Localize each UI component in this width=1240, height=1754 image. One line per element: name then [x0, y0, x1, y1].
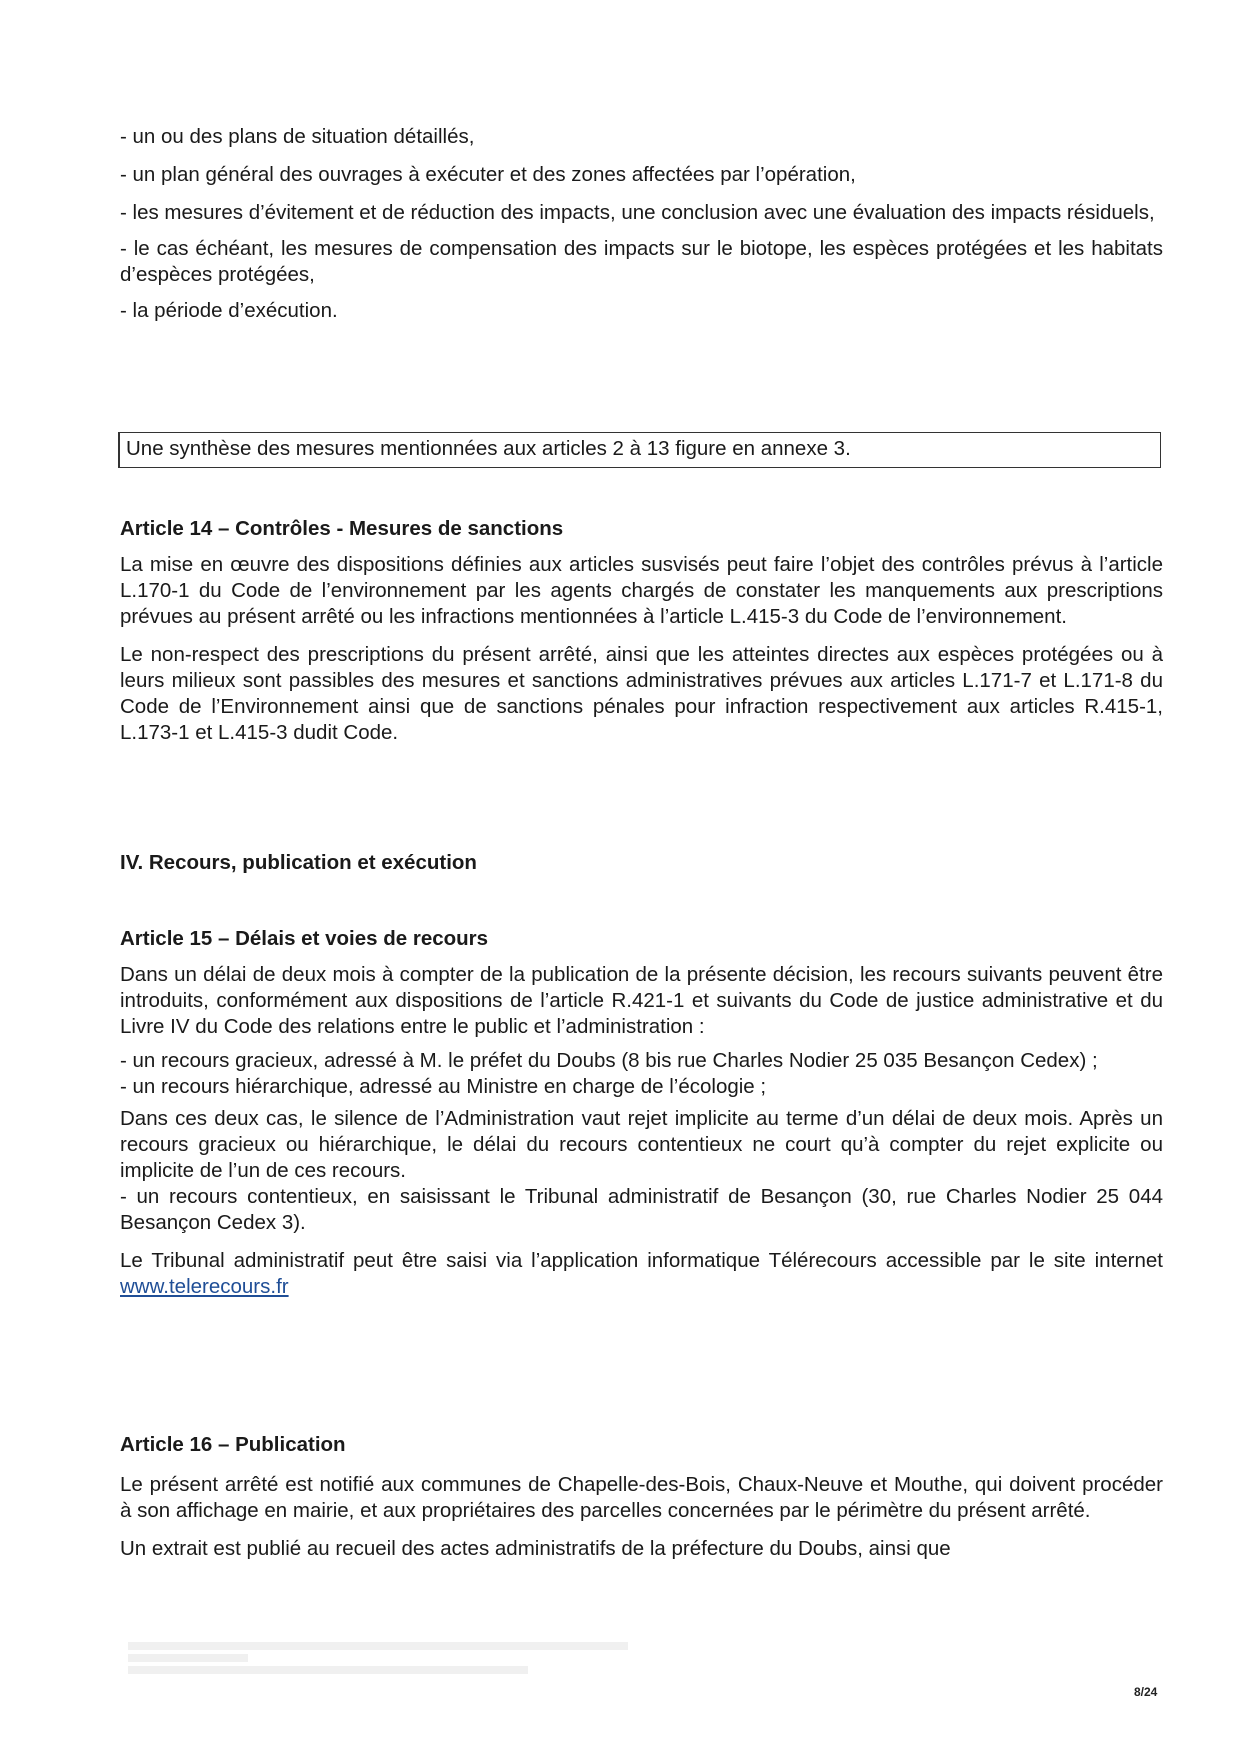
article-16-paragraph: Le présent arrêté est notifié aux communes de Chapelle-des-Bois, Chaux-Neuve et Mouthe, qui doivent procéder à son affichage en mairie, et aux propriétaires des parcelles concernées par le périmètre du présent arrêté.: [120, 1473, 1163, 1522]
article-14-paragraph: La mise en œuvre des dispositions définies aux articles susvisés peut faire l’objet des contrôles prévus à l’article L.170-1 du Code de l’environnement par les agents chargés de constater les manquements aux prescriptions prévues au présent arrêté ou les infractions mentionnées à l’article L.415-3 du Code de l’environnement.: [120, 553, 1163, 628]
list-item: - un recours contentieux, en saisissant le Tribunal administratif de Besançon (30, rue Charles Nodier 25 044 Besançon Cedex 3).: [120, 1185, 1163, 1234]
list-item: - un recours gracieux, adressé à M. le préfet du Doubs (8 bis rue Charles Nodier 25 035 Besançon Cedex) ;: [120, 1049, 1098, 1072]
article-14: [120, 516, 1163, 746]
list-item: - les mesures d’évitement et de réduction des impacts, une conclusion avec une évaluation des impacts résiduels,: [120, 201, 1155, 224]
article-15-title: Article 15 – Délais et voies de recours: [120, 927, 489, 950]
section-iv-title: IV. Recours, publication et exécution: [120, 851, 477, 874]
faint-footer-bleedthrough: [128, 1638, 628, 1678]
synthesis-note-text: Une synthèse des mesures mentionnées aux articles 2 à 13 figure en annexe 3.: [126, 437, 851, 460]
article-15-silence: Dans ces deux cas, le silence de l’Administration vaut rejet implicite au terme d’un délai de deux mois. Après un recours gracieux ou hiérarchique, le délai du recours contentieux ne court qu’à compter du rejet explicite ou implicite de l’un de ces recours.: [120, 1107, 1163, 1182]
synthesis-note-box: [118, 432, 1161, 468]
article-16-title: Article 16 – Publication: [120, 1433, 346, 1456]
article-15-telerecours: [120, 1248, 1163, 1300]
list-item: - le cas échéant, les mesures de compensation des impacts sur le biotope, les espèces protégées et les habitats d’espèces protégées,: [120, 237, 1163, 286]
article-15-intro: Dans un délai de deux mois à compter de la publication de la présente décision, les recours suivants peuvent être introduits, conformément aux dispositions de l’article R.421-1 et suivants du Code de justice administrative et du Livre IV du Code des relations entre le public et l’administration :: [120, 963, 1163, 1038]
list-item: - un plan général des ouvrages à exécuter et des zones affectées par l’opération,: [120, 163, 856, 186]
list-item: - la période d’exécution.: [120, 299, 338, 322]
list-block: [120, 124, 1163, 324]
article-16: [120, 1432, 1163, 1562]
telerecours-text: Le Tribunal administratif peut être saisi via l’application informatique Télérecours accessible par le site internet: [120, 1249, 1163, 1272]
article-15: [120, 926, 1163, 1300]
telerecours-link[interactable]: www.telerecours.fr: [120, 1275, 289, 1298]
section-iv: [120, 850, 1163, 876]
page-number: 8/24: [1134, 1685, 1158, 1699]
article-14-paragraph: Le non-respect des prescriptions du présent arrêté, ainsi que les atteintes directes aux espèces protégées ou à leurs milieux sont passibles des mesures et sanctions administratives prévues aux articles L.171-7 et L.171-8 du Code de l’Environnement ainsi que de sanctions pénales pour infraction respectivement aux articles R.415-1, L.173-1 et L.415-3 dudit Code.: [120, 643, 1163, 744]
list-item: - un ou des plans de situation détaillés,: [120, 125, 475, 148]
list-item: - un recours hiérarchique, adressé au Ministre en charge de l’écologie ;: [120, 1075, 767, 1098]
article-16-paragraph: Un extrait est publié au recueil des actes administratifs de la préfecture du Doubs, ainsi que: [120, 1537, 951, 1560]
article-14-title: Article 14 – Contrôles - Mesures de sanctions: [120, 517, 564, 540]
